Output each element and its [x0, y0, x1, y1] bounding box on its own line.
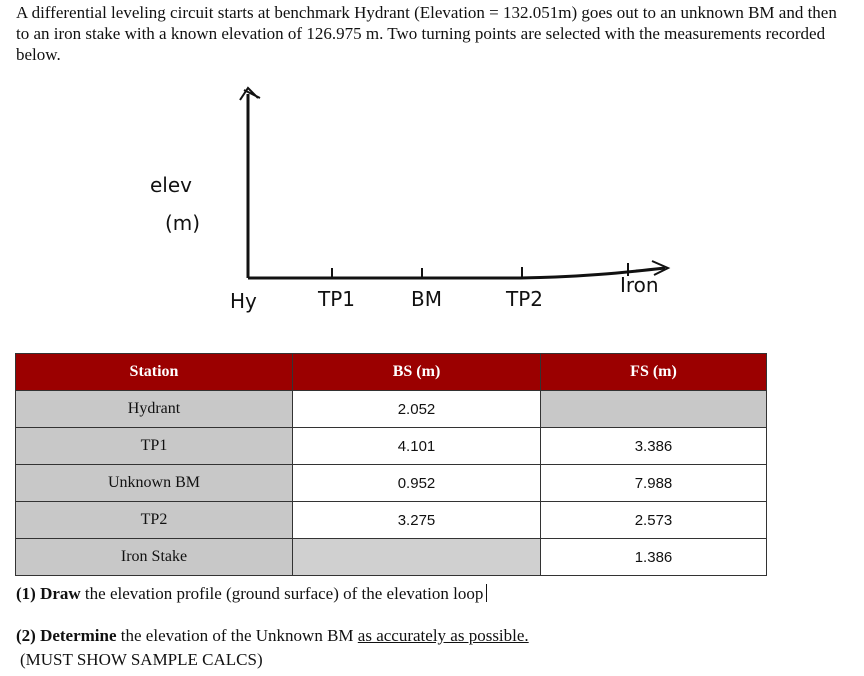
fs-cell: 3.386 [541, 428, 767, 465]
table-row [16, 428, 767, 465]
station-cell: TP2 [16, 502, 293, 539]
fs-cell: 2.573 [541, 502, 767, 539]
station-cell: Unknown BM [16, 465, 293, 502]
y-label-unit: (m) [165, 211, 201, 235]
table-header-row [16, 354, 767, 391]
table-row [16, 502, 767, 539]
table-row [16, 539, 767, 576]
header-station: Station [16, 354, 293, 391]
question-2-verb: (2) Determine [16, 626, 117, 645]
bs-cell [293, 539, 541, 576]
question-2-text: the elevation of the Unknown BM [116, 626, 358, 645]
problem-statement: A differential leveling circuit starts at benchmark Hydrant (Elevation = 132.051m) goes out to an unknown BM and then to an iron stake with a known elevation of 126.975 m. Two turning points are selected with the measurements recorded below. [16, 3, 837, 64]
x-label-tp1: TP1 [318, 287, 356, 311]
table-row [16, 465, 767, 502]
x-label-bm: BM [411, 287, 442, 311]
x-label-tp2: TP2 [506, 287, 544, 311]
leveling-table [15, 353, 767, 576]
bs-cell: 0.952 [293, 465, 541, 502]
x-axis [248, 268, 665, 278]
question-1-verb: (1) Draw [16, 584, 81, 603]
elevation-sketch [0, 70, 864, 350]
question-2 [16, 626, 529, 646]
question-2-emphasis: as accurately as possible. [357, 626, 529, 645]
bs-cell: 4.101 [293, 428, 541, 465]
fs-cell [541, 391, 767, 428]
y-label-elev: elev [150, 173, 193, 197]
station-cell: Iron Stake [16, 539, 293, 576]
question-2-note: (MUST SHOW SAMPLE CALCS) [20, 650, 263, 669]
bs-cell: 3.275 [293, 502, 541, 539]
header-fs: FS (m) [541, 354, 767, 391]
question-1 [16, 584, 487, 604]
y-axis-arrow [240, 88, 260, 100]
fs-cell: 1.386 [541, 539, 767, 576]
bs-cell: 2.052 [293, 391, 541, 428]
text-cursor [486, 584, 487, 602]
fs-cell: 7.988 [541, 465, 767, 502]
station-cell: TP1 [16, 428, 293, 465]
x-label-hydrant: Hy [230, 289, 257, 313]
station-cell: Hydrant [16, 391, 293, 428]
table-row [16, 391, 767, 428]
header-bs: BS (m) [293, 354, 541, 391]
question-1-text: the elevation profile (ground surface) of the elevation loop [80, 584, 484, 603]
x-label-iron: Iron [620, 273, 659, 297]
